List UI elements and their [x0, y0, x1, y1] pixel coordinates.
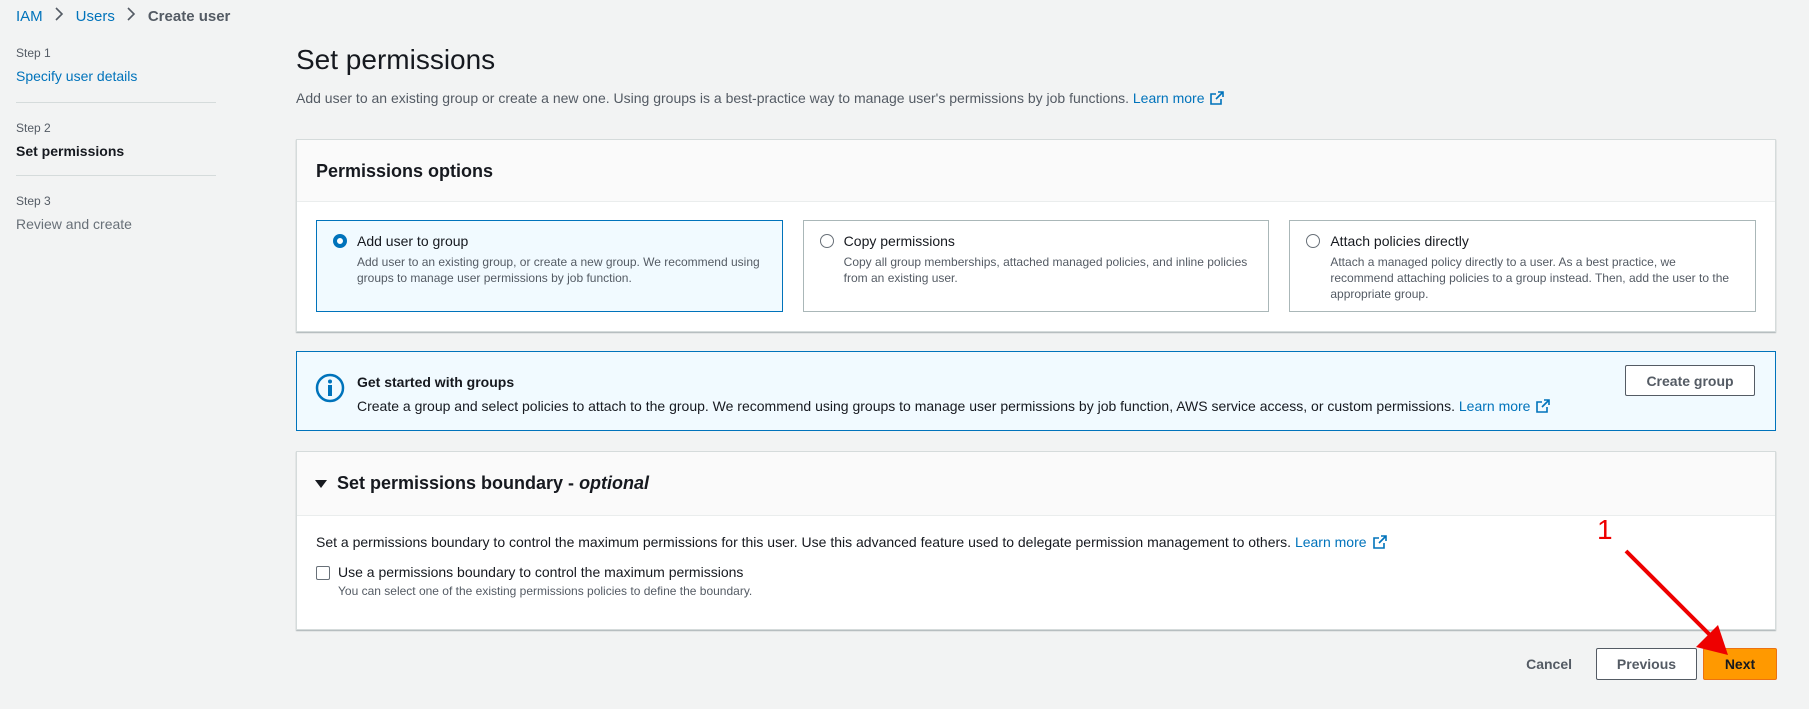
next-button[interactable]: Next: [1703, 648, 1777, 680]
radio-icon[interactable]: [820, 234, 834, 248]
tile-copy-permissions[interactable]: [803, 220, 1270, 312]
permissions-options-tiles: [297, 202, 1775, 330]
create-group-button[interactable]: Create group: [1625, 365, 1755, 396]
tile-title: Copy permissions: [843, 233, 955, 249]
breadcrumb: [16, 7, 230, 26]
tile-title: Add user to group: [357, 233, 469, 249]
learn-more-link[interactable]: [1459, 398, 1551, 414]
info-text-body: Create a group and select policies to attach to the group. We recommend using groups to manage user permissions by job function, AWS service access, or custom permissions.: [357, 398, 1455, 414]
tile-description: Copy all group memberships, attached managed policies, and inline policies from an existing user.: [843, 255, 1248, 285]
boundary-header-title: Set permissions boundary -: [337, 473, 575, 493]
boundary-description: [316, 534, 1756, 552]
checkbox-hint: You can select one of the existing permissions policies to define the boundary.: [338, 584, 753, 598]
step-number: Step 1: [16, 46, 51, 60]
info-icon: [315, 373, 345, 408]
tile-title: Attach policies directly: [1330, 233, 1469, 249]
permissions-boundary-panel: [296, 451, 1776, 630]
wizard-steps: [16, 46, 216, 266]
step-title-set-permissions: Set permissions: [16, 143, 125, 159]
groups-info-alert: [296, 351, 1776, 431]
chevron-right-icon: [127, 7, 136, 26]
step-title-review-and-create: Review and create: [16, 216, 132, 232]
page-description-text: Add user to an existing group or create a new one. Using groups is a best-practice way to manage user's permissions by job functions.: [296, 90, 1129, 106]
breadcrumb-iam[interactable]: IAM: [16, 8, 43, 25]
external-link-icon: [1536, 399, 1550, 416]
learn-more-link[interactable]: [1133, 90, 1225, 106]
main-header: [296, 44, 1776, 108]
permissions-boundary-header[interactable]: [297, 452, 1775, 516]
permissions-options-panel: [296, 139, 1776, 332]
annotation-number: 1: [1597, 514, 1613, 545]
cancel-button[interactable]: Cancel: [1526, 656, 1572, 672]
step-2: [16, 121, 216, 176]
step-3: [16, 194, 216, 248]
learn-more-label: Learn more: [1132, 90, 1205, 106]
learn-more-label: Learn more: [1294, 534, 1367, 550]
info-text: [357, 398, 1757, 416]
step-link-specify-user-details[interactable]: Specify user details: [16, 68, 138, 84]
learn-more-label: Learn more: [1458, 398, 1531, 414]
info-title: Get started with groups: [357, 374, 515, 390]
tile-add-user-to-group[interactable]: [316, 220, 783, 312]
boundary-body: [297, 516, 1775, 616]
caret-down-icon[interactable]: [315, 480, 327, 488]
radio-icon[interactable]: [1306, 234, 1320, 248]
external-link-icon: [1210, 91, 1224, 108]
step-1: [16, 46, 216, 103]
tile-description: Attach a managed policy directly to a user. As a best practice, we recommend attaching policies to a group instead. Then, add the user to the appropriate group.: [1330, 255, 1730, 301]
page-title: Set permissions: [296, 44, 496, 75]
boundary-checkbox[interactable]: [316, 566, 330, 580]
optional-label: optional: [579, 473, 650, 493]
learn-more-link[interactable]: [1295, 534, 1387, 550]
breadcrumb-current: Create user: [147, 8, 231, 25]
page-description: [296, 90, 1776, 108]
step-number: Step 2: [16, 121, 51, 135]
radio-selected-icon[interactable]: [333, 234, 347, 248]
boundary-description-text: Set a permissions boundary to control the maximum permissions for this user. Use this advanced feature used to delegate permission management to others.: [316, 534, 1292, 550]
chevron-right-icon: [55, 7, 64, 26]
checkbox-text: [338, 564, 752, 598]
previous-button[interactable]: Previous: [1596, 648, 1697, 680]
permissions-options-header: Permissions options: [297, 140, 1775, 202]
tile-attach-policies-directly[interactable]: [1289, 220, 1756, 312]
checkbox-label[interactable]: Use a permissions boundary to control the maximum permissions: [338, 564, 744, 580]
breadcrumb-users[interactable]: Users: [75, 8, 115, 25]
annotation-arrow-icon: [1610, 545, 1735, 665]
boundary-checkbox-row: [316, 564, 1756, 598]
tile-description: Add user to an existing group, or create a new group. We recommend using groups to manage user permissions by job function.: [357, 255, 760, 285]
external-link-icon: [1373, 535, 1387, 552]
step-number: Step 3: [16, 194, 51, 208]
